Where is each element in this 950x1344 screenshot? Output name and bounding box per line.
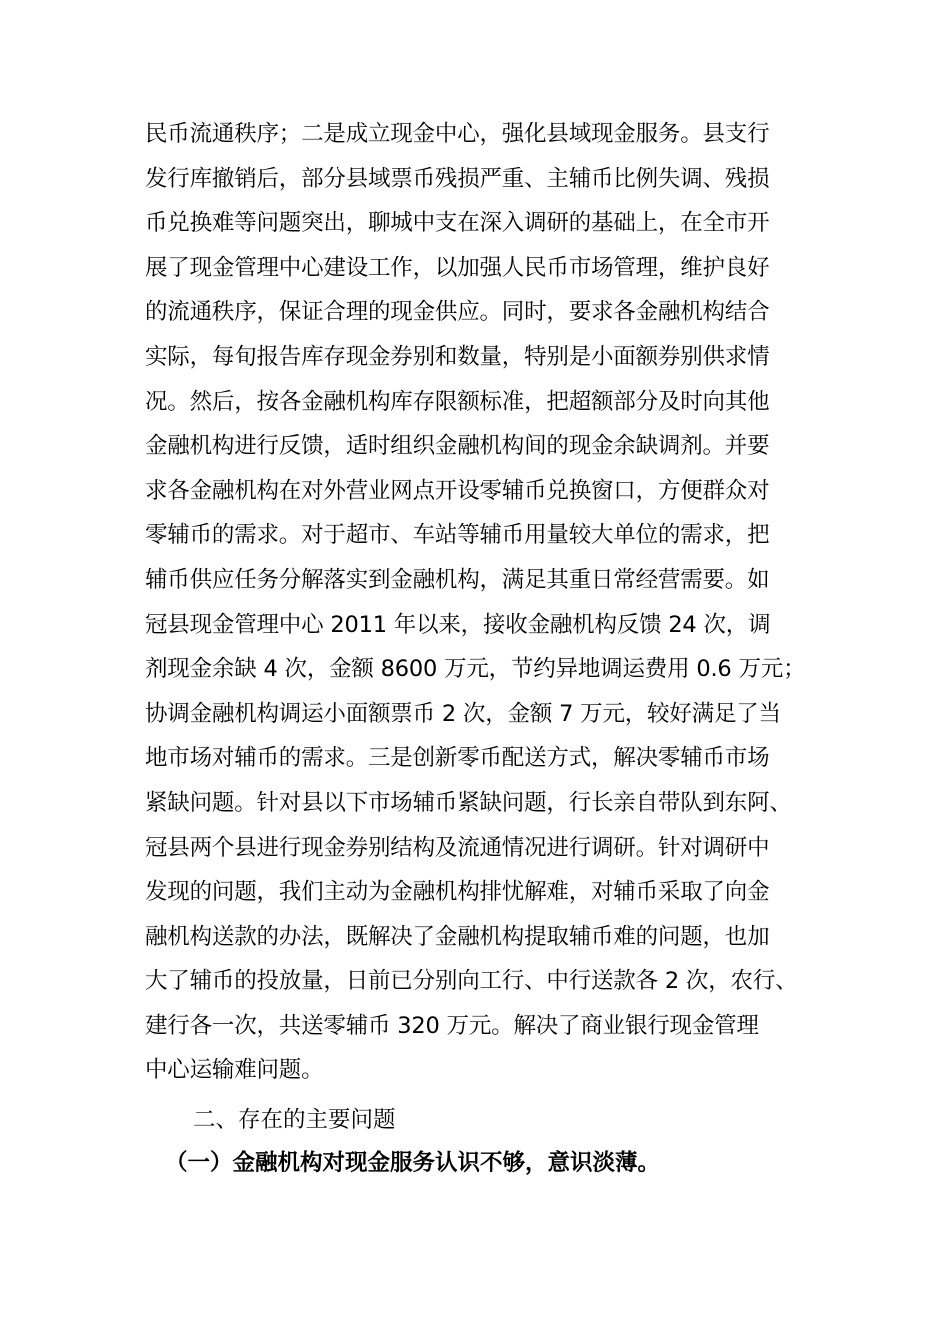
- body-line: 况。然后，按各金融机构库存限额标准，把超额部分及时向其他: [145, 388, 770, 415]
- body-line: 发行库撤销后，部分县域票币残损严重、主辅币比例失调、残损: [145, 165, 770, 192]
- body-line: 币兑换难等问题突出，聊城中支在深入调研的基础上，在全市开: [145, 210, 770, 237]
- body-line: 冠县两个县进行现金券别结构及流通情况进行调研。针对调研中: [145, 834, 770, 861]
- body-line: 融机构送款的办法，既解决了金融机构提取辅币难的问题，也加: [145, 923, 770, 950]
- body-line: 剂现金余缺 4 次，金额 8600 万元，节约异地调运费用 0.6 万元；: [145, 656, 806, 683]
- body-text: [145, 112, 825, 1093]
- body-line: 建行各一次，共送零辅币 320 万元。解决了商业银行现金管理: [145, 1012, 759, 1039]
- body-line: 的流通秩序，保证合理的现金供应。同时，要求各金融机构结合: [145, 299, 770, 326]
- body-line: 展了现金管理中心建设工作，以加强人民币市场管理，维护良好: [145, 254, 770, 281]
- body-line: 发现的问题，我们主动为金融机构排忧解难，对辅币采取了向金: [145, 879, 770, 906]
- body-line: 零辅币的需求。对于超市、车站等辅币用量较大单位的需求，把: [145, 522, 770, 549]
- body-line: 冠县现金管理中心 2011 年以来，接收金融机构反馈 24 次，调: [145, 611, 771, 638]
- body-line: 实际，每旬报告库存现金券别和数量，特别是小面额券别供求情: [145, 343, 770, 370]
- body-line: 地市场对辅币的需求。三是创新零币配送方式，解决零辅币市场: [145, 745, 770, 772]
- body-line: 金融机构进行反馈，适时组织金融机构间的现金余缺调剂。并要: [145, 433, 770, 460]
- body-line: 紧缺问题。针对县以下市场辅币紧缺问题，行长亲自带队到东阿、: [145, 789, 792, 816]
- body-line: 求各金融机构在对外营业网点开设零辅币兑换窗口，方便群众对: [145, 477, 770, 504]
- body-line: 大了辅币的投放量，日前已分别向工行、中行送款各 2 次，农行、: [145, 968, 798, 995]
- body-line: 中心运输难问题。: [145, 1057, 324, 1084]
- sub-heading: （一）金融机构对现金服务认识不够，意识淡薄。: [165, 1150, 661, 1176]
- body-line: 民币流通秩序；二是成立现金中心，强化县域现金服务。县支行: [145, 121, 770, 147]
- body-line: 协调金融机构调运小面额票币 2 次，金额 7 万元，较好满足了当: [145, 700, 781, 727]
- body-line: 辅币供应任务分解落实到金融机构，满足其重日常经营需要。如: [145, 566, 770, 593]
- section-heading: 二、存在的主要问题: [193, 1107, 396, 1133]
